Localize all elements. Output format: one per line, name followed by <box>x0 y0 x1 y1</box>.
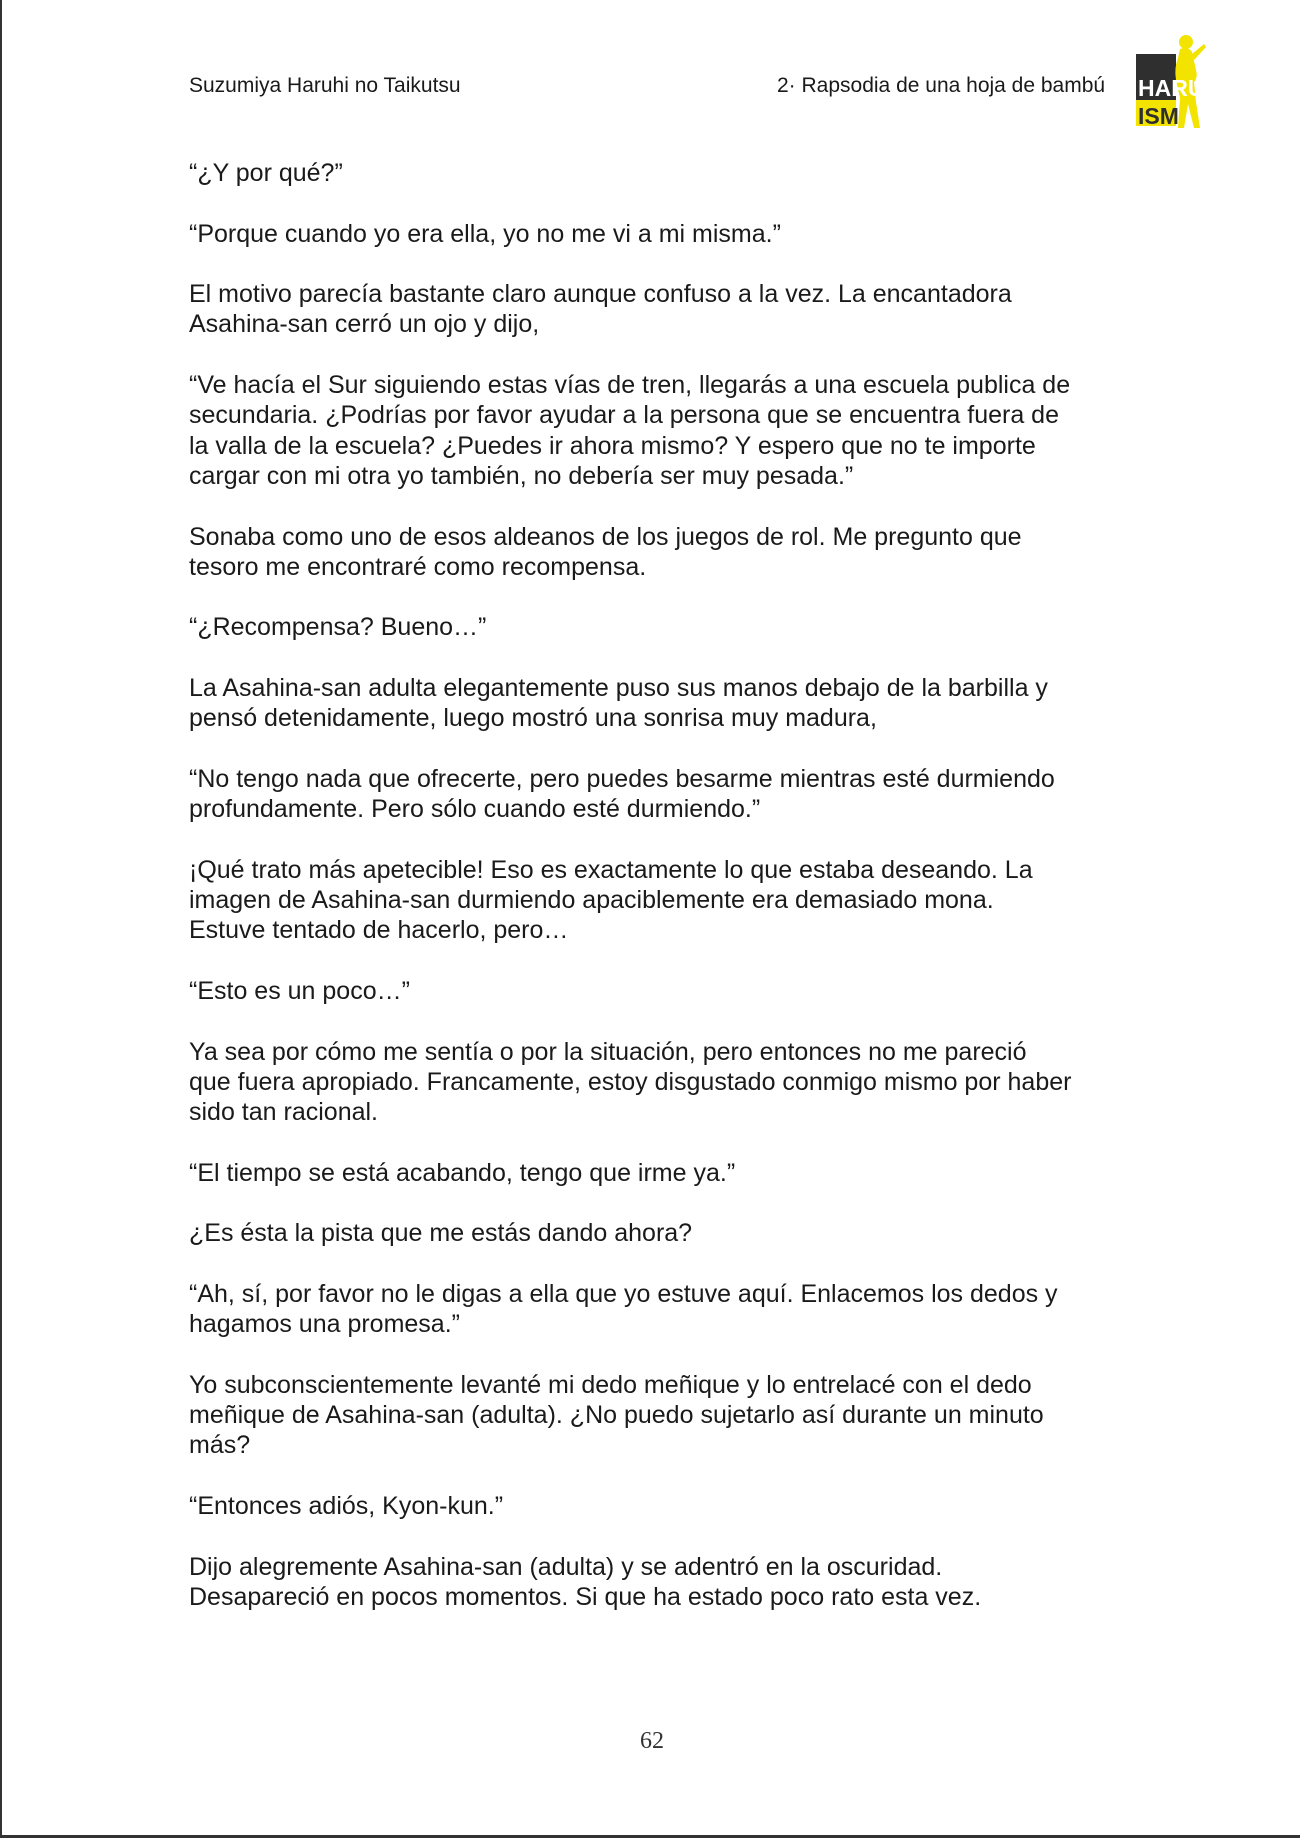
paragraph: ¡Qué trato más apetecible! Eso es exactamente lo que estaba deseando. La imagen de Asahina-san durmiendo apaciblemente era demasiado mona. Estuve tentado de hacerlo, pero… <box>189 855 1033 945</box>
logo-text-ism: ISM <box>1138 103 1179 129</box>
logo-text-haruhi: HARUHI <box>1138 75 1228 101</box>
paragraph: Sonaba como uno de esos aldeanos de los juegos de rol. Me pregunto que tesoro me encontraré como recompensa. <box>189 522 1022 581</box>
paragraph: “¿Y por qué?” <box>189 159 343 187</box>
paragraph: “Porque cuando yo era ella, yo no me vi a mi misma.” <box>189 219 781 248</box>
paragraph: Yo subconscientemente levanté mi dedo meñique y lo entrelacé con el dedo meñique de Asahina-san (adulta). ¿No puedo sujetarlo así durante un minuto más? <box>189 1370 1044 1460</box>
paragraph: La Asahina-san adulta elegantemente puso sus manos debajo de la barbilla y pensó detenidamente, luego mostró una sonrisa muy madura, <box>189 674 1048 733</box>
paragraph: Dijo alegremente Asahina-san (adulta) y se adentró en la oscuridad. Desapareció en pocos momentos. Si que ha estado poco rato esta vez. <box>189 1552 982 1611</box>
running-header-chapter-title: 2· Rapsodia de una hoja de bambú <box>777 74 1106 97</box>
paragraph: Ya sea por cómo me sentía o por la situación, pero entonces no me pareció que fuera apropiado. Francamente, estoy disgustado conmigo mismo por haber sido tan racional. <box>189 1037 1072 1127</box>
paragraph: “Ah, sí, por favor no le digas a ella que yo estuve aquí. Enlacemos los dedos y hagamos una promesa.” <box>189 1279 1058 1339</box>
body-text <box>189 158 1129 1643</box>
paragraph: “Esto es un poco…” <box>189 977 410 1006</box>
paragraph: ¿Es ésta la pista que me estás dando ahora? <box>189 1219 693 1248</box>
paragraph: “Entonces adiós, Kyon-kun.” <box>189 1492 504 1521</box>
paragraph: “No tengo nada que ofrecerte, pero puedes besarme mientras esté durmiendo profundamente. Pero sólo cuando esté durmiendo.” <box>189 764 1055 824</box>
paragraph: El motivo parecía bastante claro aunque confuso a la vez. La encantadora Asahina-san cerró un ojo y dijo, <box>189 280 1012 339</box>
paragraph: “¿Recompensa? Bueno…” <box>189 613 487 642</box>
paragraph: “Ve hacía el Sur siguiendo estas vías de tren, llegarás a una escuela publica de secundaria. ¿Podrías por favor ayudar a la persona que se encuentra fuera de la valla de la escuela? ¿Puedes ir ahora mismo? Y espero que no te importe cargar con mi otra yo también, no debería ser muy pesada.” <box>189 371 1071 490</box>
haruhiism-logo <box>1136 32 1228 130</box>
page-number: 62 <box>640 1728 664 1754</box>
paragraph: “El tiempo se está acabando, tengo que irme ya.” <box>189 1158 736 1187</box>
running-header-book-title: Suzumiya Haruhi no Taikutsu <box>189 74 461 97</box>
